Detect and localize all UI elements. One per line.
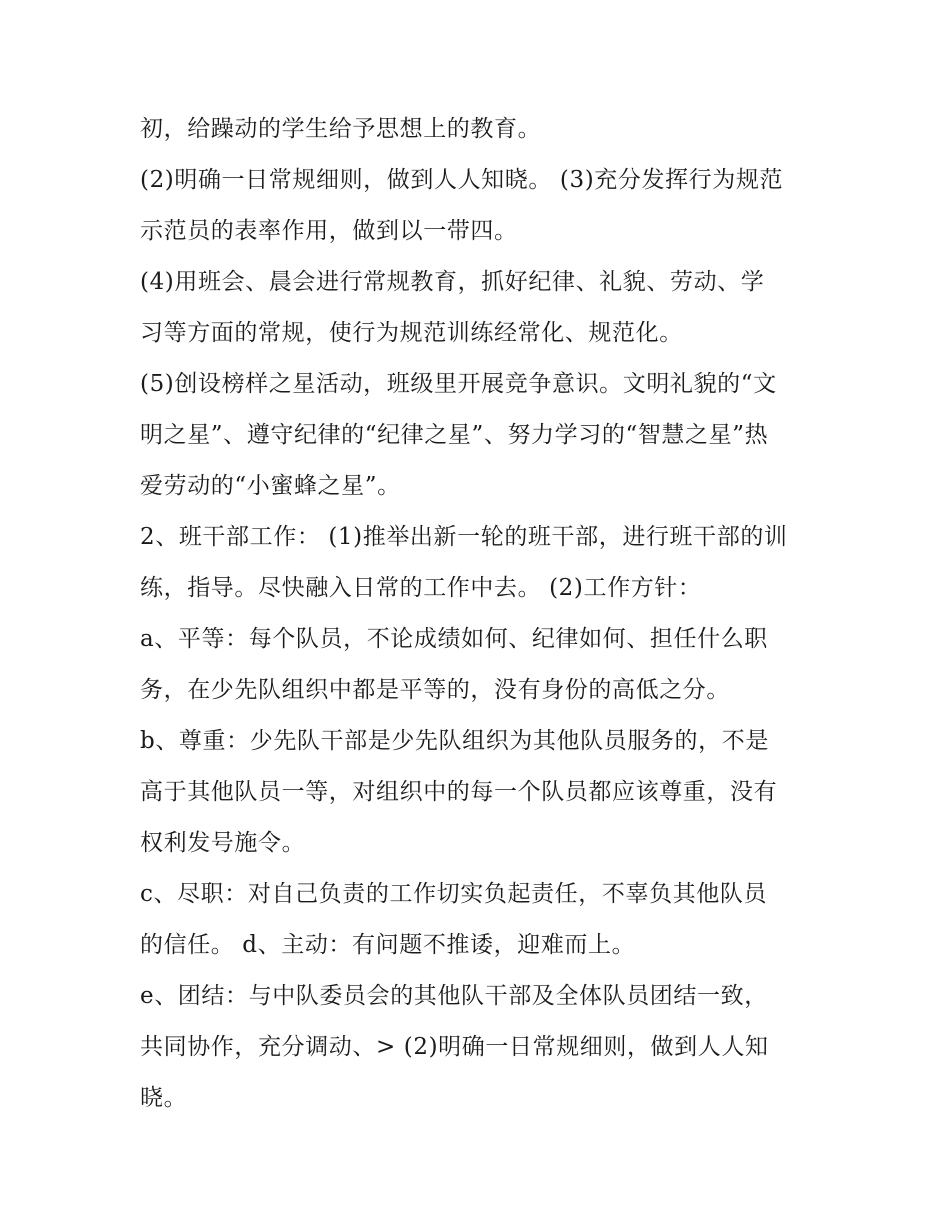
text-line: 爱劳动的“小蜜蜂之星”。 [140,473,401,499]
text-line: c、尽职：对自己负责的工作切实负起责任，不辜负其他队员 [140,881,768,907]
text-line: 晓。 [140,1085,188,1111]
document-body [140,104,820,1124]
text-line: 高于其他队员一等，对组织中的每一个队员都应该尊重，没有 [140,779,778,805]
text-line: 务，在少先队组织中都是平等的，没有身份的高低之分。 [140,677,730,703]
text-line: 习等方面的常规，使行为规范训练经常化、规范化。 [140,320,683,346]
text-line: e、团结：与中队委员会的其他队干部及全体队员团结一致， [140,983,768,1009]
text-line: 示范员的表率作用，做到以一带四。 [140,218,518,244]
text-line: 练，指导。尽快融入日常的工作中去。 (2)工作方针： [140,575,702,601]
text-line: (5)创设榜样之星活动，班级里开展竞争意识。文明礼貌的“文 [140,371,777,397]
text-line: 初，给躁动的学生给予思想上的教育。 [140,116,542,142]
text-line: 共同协作，充分调动、> (2)明确一日常规细则，做到人人知 [140,1034,769,1060]
text-line: (2)明确一日常规细则，做到人人知晓。 (3)充分发挥行为规范 [140,167,784,193]
text-line: 的信任。 d、主动：有问题不推诿，迎难而上。 [140,932,636,958]
text-line: a、平等：每个队员，不论成绩如何、纪律如何、担任什么职 [140,626,768,652]
text-line: 权利发号施令。 [140,830,306,856]
text-line: 2、班干部工作： (1)推举出新一轮的班干部，进行班干部的训 [140,524,788,550]
text-line: 明之星”、遵守纪律的“纪律之星”、努力学习的“智慧之星”热 [140,422,769,448]
text-line: (4)用班会、晨会进行常规教育，抓好纪律、礼貌、劳动、学 [140,269,765,295]
text-line: b、尊重：少先队干部是少先队组织为其他队员服务的，不是 [140,728,769,754]
